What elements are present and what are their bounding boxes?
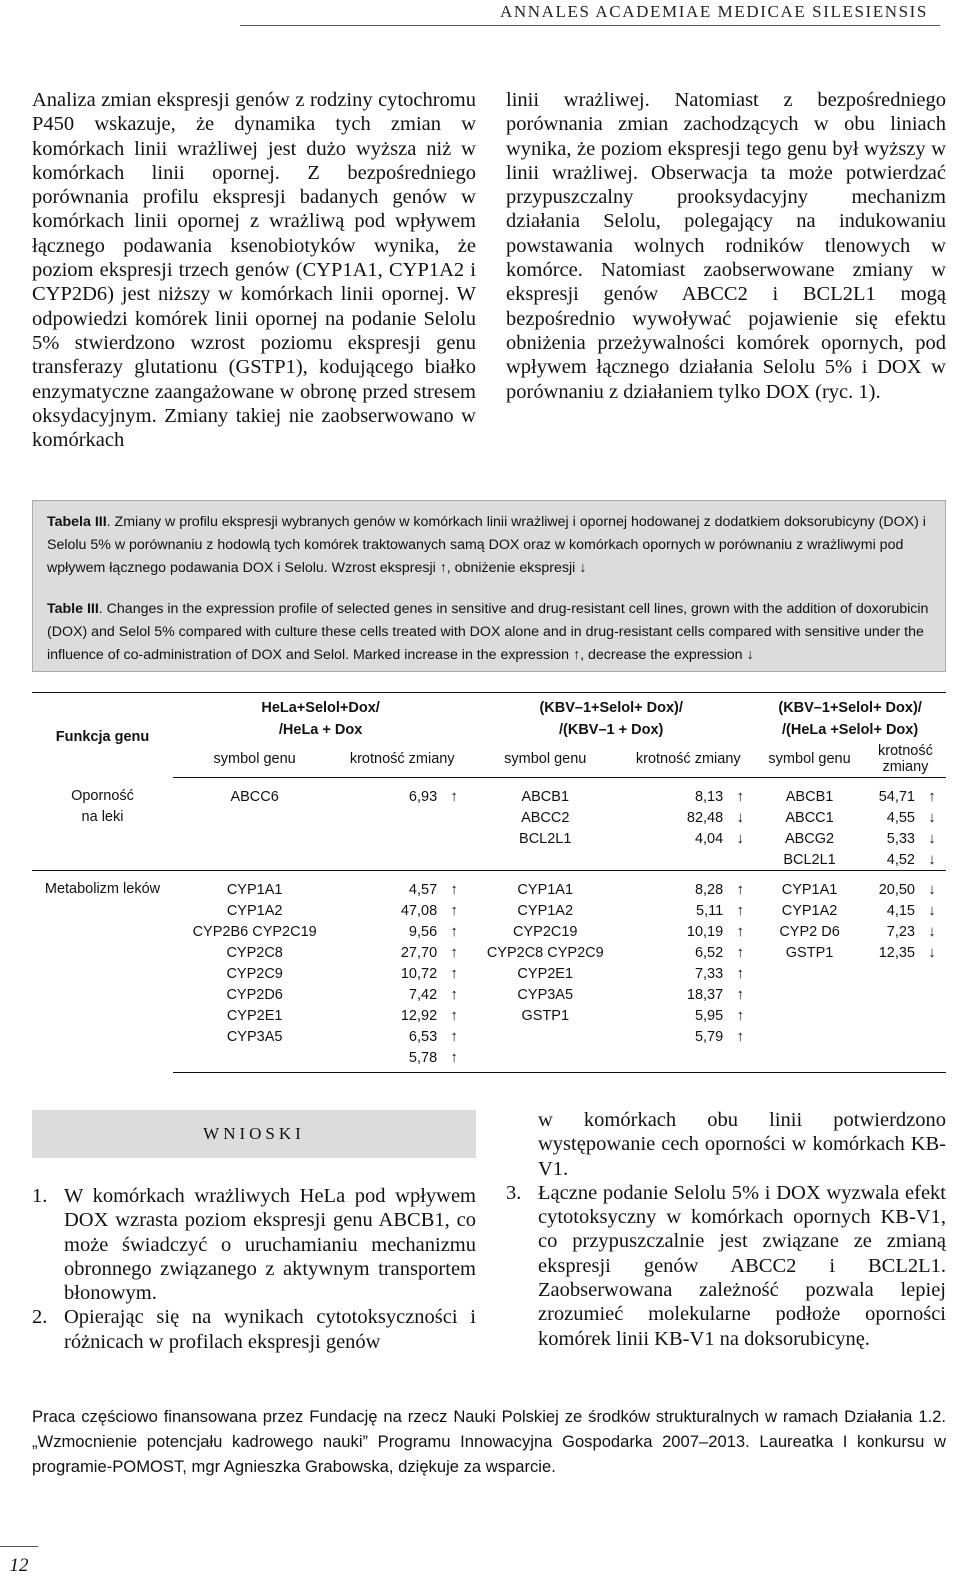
gene-expression-table bbox=[32, 692, 946, 1073]
conclusions-right bbox=[506, 1108, 946, 1351]
gene-symbol bbox=[173, 828, 336, 849]
fold-change: 7,33 bbox=[694, 965, 724, 982]
change-arrow: ↓ bbox=[918, 871, 946, 901]
caption-label: Tabela III bbox=[47, 514, 107, 530]
gene-symbol bbox=[754, 963, 865, 984]
symbol-header: symbol genu bbox=[468, 741, 622, 778]
fold-change bbox=[336, 807, 440, 828]
gene-symbol: BCL2L1 bbox=[519, 830, 572, 847]
fold-header: krotność zmiany bbox=[865, 741, 946, 778]
caption-english bbox=[47, 598, 931, 667]
group-header: (KBV–1+Selol+ Dox)/ /(HeLa +Selol+ Dox) bbox=[754, 693, 946, 742]
conclusion-text: W komórkach wrażliwych HeLa pod wpływem DOX wzrasta poziom ekspresji genu ABCB1, co może świadczyć o uruchamianiu mechanizmu obronnego związanego z aktywnym transportem błonowym. bbox=[64, 1185, 476, 1305]
funding-note: Praca częściowo finansowana przez Fundację na rzecz Nauki Polskiej ze środków strukturalnych w ramach Działania 1.2. „Wzmocnienie potencjału kadrowego nauki” Programu Innowacyjna Gospodarka 2007–2013. Laureatka I konkursu w programie-POMOST, mgr Agnieszka Grabowska, dziękuje za wsparcie. bbox=[32, 1407, 946, 1476]
caption-text: . Changes in the expression profile of selected genes in sensitive and drug-resistant cell lines, grown with the addition of doxorubicin (DOX) and Selol 5% compared with culture these cells treated with DOX alone and in drug-resistant cells compared with sensitive under the influence of co-administration of DOX and Selol. Marked increase in the expression ↑, decrease the expression ↓ bbox=[47, 601, 929, 663]
gene-symbol: CYP2C19 bbox=[513, 923, 578, 940]
fold-change bbox=[336, 849, 440, 871]
body-column-left bbox=[32, 88, 476, 452]
fold-change: 4,15 bbox=[886, 902, 915, 919]
fold-change: 4,55 bbox=[886, 809, 915, 826]
change-arrow bbox=[918, 1026, 946, 1047]
fold-change bbox=[865, 1005, 918, 1026]
group-header: HeLa+Selol+Dox/ /HeLa + Dox bbox=[173, 693, 468, 742]
fold-change: 27,70 bbox=[400, 944, 438, 961]
gene-symbol: CYP2C8 bbox=[226, 944, 283, 961]
change-arrow bbox=[726, 849, 754, 871]
conclusion-continuation: w komórkach obu linii potwierdzono występowanie cech oporności w komórkach KB-V1. bbox=[538, 1109, 946, 1180]
change-arrow: ↓ bbox=[928, 830, 936, 847]
change-arrow: ↑ bbox=[928, 788, 936, 805]
change-arrow: ↑ bbox=[450, 1028, 458, 1045]
fold-change: 47,08 bbox=[400, 902, 438, 919]
gene-symbol bbox=[754, 1047, 865, 1073]
change-arrow: ↑ bbox=[736, 923, 744, 940]
page-number: 12 bbox=[0, 1546, 38, 1586]
change-arrow: ↑ bbox=[450, 902, 458, 919]
gene-symbol bbox=[173, 1047, 336, 1073]
change-arrow bbox=[918, 1047, 946, 1073]
function-header: Funkcja genu bbox=[32, 693, 173, 778]
group-header: (KBV–1+Selol+ Dox)/ /(KBV–1 + Dox) bbox=[468, 693, 754, 742]
fold-change: 5,79 bbox=[694, 1028, 724, 1045]
fold-change bbox=[865, 1047, 918, 1073]
fold-change: 8,28 bbox=[622, 871, 726, 901]
function-cell: Metabolizm leków bbox=[32, 871, 173, 1073]
change-arrow: ↓ bbox=[928, 809, 936, 826]
change-arrow: ↓ bbox=[928, 851, 936, 868]
fold-change bbox=[865, 1026, 918, 1047]
conclusion-item bbox=[32, 1184, 476, 1305]
body-column-right bbox=[506, 88, 946, 404]
gene-symbol: CYP2E1 bbox=[226, 1007, 283, 1024]
gene-symbol: ABCC1 bbox=[785, 809, 834, 826]
change-arrow: ↑ bbox=[736, 1007, 744, 1024]
change-arrow: ↑ bbox=[736, 1028, 744, 1045]
gene-symbol: CYP1A1 bbox=[754, 871, 865, 901]
gene-symbol bbox=[468, 1026, 622, 1047]
conclusion-text: Łączne podanie Selolu 5% i DOX wyzwala efekt cytotoksyczny w komórkach opornych KB-V1, co przypuszczalnie jest związane ze zmianą ekspresji genów ABCC2 i BCL2L1. Zaobserwowana zależność pozwala lepiej zrozumieć molekularne podłoże oporności komórek linii KB-V1 na doksorubicynę. bbox=[538, 1181, 946, 1350]
fold-change: 82,48 bbox=[686, 809, 724, 826]
change-arrow bbox=[918, 984, 946, 1005]
gene-symbol: ABCC2 bbox=[521, 809, 570, 826]
change-arrow: ↑ bbox=[450, 1007, 458, 1024]
conclusion-number: 3. bbox=[506, 1181, 522, 1204]
change-arrow: ↓ bbox=[928, 923, 936, 940]
conclusion-number: 2. bbox=[32, 1306, 48, 1329]
change-arrow: ↑ bbox=[450, 923, 458, 940]
change-arrow: ↑ bbox=[450, 944, 458, 961]
table-row bbox=[32, 778, 946, 808]
function-cell: Oporność na leki bbox=[71, 787, 134, 825]
gene-symbol: CYP2E1 bbox=[517, 965, 574, 982]
change-arrow bbox=[440, 807, 468, 828]
change-arrow: ↑ bbox=[450, 965, 458, 982]
fold-change bbox=[622, 1047, 726, 1073]
change-arrow: ↑ bbox=[736, 944, 744, 961]
fold-change: 5,95 bbox=[694, 1007, 724, 1024]
fold-change: 4,57 bbox=[336, 871, 440, 901]
change-arrow: ↑ bbox=[440, 871, 468, 901]
fold-change: 5,33 bbox=[886, 830, 915, 847]
gene-symbol bbox=[468, 1047, 622, 1073]
fold-change bbox=[622, 849, 726, 871]
gene-symbol: CYP1A2 bbox=[781, 902, 838, 919]
caption-text: . Zmiany w profilu ekspresji wybranych genów w komórkach linii wrażliwej i opornej hodowanej z dodatkiem doksorubicyny (DOX) i Selolu 5% w porównaniu z hodowlą tych komórek traktowanych samą DOX oraz w komórkach opornych w porównaniu z wrażliwymi pod wpływem łącznego podawania DOX i Selolu. Wzrost ekspresji ↑, obniżenie ekspresji ↓ bbox=[47, 514, 926, 576]
change-arrow: ↑ bbox=[736, 965, 744, 982]
caption-polish bbox=[47, 511, 931, 580]
change-arrow: ↑ bbox=[450, 986, 458, 1003]
conclusions-title: WNIOSKI bbox=[32, 1110, 476, 1158]
table-caption bbox=[32, 500, 946, 672]
fold-header: krotność zmiany bbox=[336, 741, 468, 778]
gene-symbol bbox=[468, 849, 622, 871]
gene-symbol: GSTP1 bbox=[785, 944, 834, 961]
change-arrow: ↓ bbox=[736, 809, 744, 826]
gene-symbol bbox=[754, 984, 865, 1005]
fold-change: 10,72 bbox=[400, 965, 438, 982]
journal-header: ANNALES ACADEMIAE MEDICAE SILESIENSIS bbox=[240, 0, 940, 26]
gene-symbol: CYP1A1 bbox=[468, 871, 622, 901]
conclusion-text: Opierając się na wynikach cytotoksyczności i różnicach w profilach ekspresji genów bbox=[64, 1306, 476, 1353]
fold-change: 8,13 bbox=[694, 788, 724, 805]
fold-change: 6,52 bbox=[694, 944, 724, 961]
gene-symbol: GSTP1 bbox=[521, 1007, 570, 1024]
fold-header: krotność zmiany bbox=[622, 741, 754, 778]
fold-change: 6,53 bbox=[408, 1028, 438, 1045]
gene-symbol: ABCB1 bbox=[521, 788, 570, 805]
change-arrow: ↑ bbox=[736, 902, 744, 919]
change-arrow bbox=[918, 963, 946, 984]
change-arrow: ↓ bbox=[736, 830, 744, 847]
gene-symbol: CYP1A2 bbox=[226, 902, 283, 919]
fold-change: 4,04 bbox=[694, 830, 724, 847]
fold-change: 5,78 bbox=[336, 1047, 440, 1073]
gene-symbol: CYP2D6 bbox=[226, 986, 283, 1003]
fold-change: 20,50 bbox=[865, 871, 918, 901]
table-row bbox=[32, 871, 946, 901]
fold-change: 12,92 bbox=[400, 1007, 438, 1024]
gene-symbol: CYP3A5 bbox=[226, 1028, 283, 1045]
caption-label: Table III bbox=[47, 601, 99, 617]
fold-change: 10,19 bbox=[686, 923, 724, 940]
body-paragraph: linii wrażliwej. Natomiast z bezpośredniego porównania zmian zachodzących w obu liniach wynika, że poziom ekspresji tego genu był wyższy w linii wrażliwej. Obserwacja ta może potwierdzać przypuszczalny prooksydacyjny mechanizm działania Selolu, polegający na indukowaniu powstawania wolnych rodników tlenowych w komórce. Natomiast zaobserwowane zmiany w ekspresji genów ABCC2 i BCL2L1 mogą bezpośrednio wywoływać pojawienie się efektu obniżenia przeżywalności komórek opornych, pod wpływem łącznego działania Selolu 5% i DOX w porównaniu z działaniem tylko DOX (ryc. 1). bbox=[506, 89, 946, 403]
gene-symbol: CYP2B6 CYP2C19 bbox=[192, 923, 317, 940]
conclusion-item bbox=[506, 1181, 946, 1351]
symbol-header: symbol genu bbox=[173, 741, 336, 778]
gene-symbol: CYP2C9 bbox=[226, 965, 283, 982]
change-arrow: ↑ bbox=[440, 1047, 468, 1073]
fold-change: 7,42 bbox=[408, 986, 438, 1003]
fold-change: 12,35 bbox=[878, 944, 915, 961]
change-arrow: ↑ bbox=[726, 871, 754, 901]
gene-symbol: ABCC6 bbox=[230, 788, 279, 805]
change-arrow: ↓ bbox=[928, 902, 936, 919]
conclusion-item bbox=[32, 1305, 476, 1354]
fold-change: 4,52 bbox=[886, 851, 915, 868]
change-arrow: ↑ bbox=[736, 788, 744, 805]
fold-change bbox=[865, 984, 918, 1005]
change-arrow: ↓ bbox=[928, 944, 936, 961]
fold-change: 18,37 bbox=[686, 986, 724, 1003]
gene-symbol: CYP2C8 CYP2C9 bbox=[486, 944, 604, 961]
conclusion-number: 1. bbox=[32, 1185, 48, 1207]
fold-change: 9,56 bbox=[408, 923, 438, 940]
conclusions-left bbox=[32, 1184, 476, 1354]
fold-change bbox=[865, 963, 918, 984]
change-arrow bbox=[726, 1047, 754, 1073]
fold-change: 7,23 bbox=[886, 923, 915, 940]
gene-symbol bbox=[754, 1005, 865, 1026]
gene-symbol bbox=[754, 1026, 865, 1047]
change-arrow bbox=[440, 849, 468, 871]
symbol-header: symbol genu bbox=[754, 741, 865, 778]
fold-change: 5,11 bbox=[696, 902, 724, 919]
fold-change: 6,93 bbox=[408, 788, 438, 805]
change-arrow: ↑ bbox=[450, 788, 458, 805]
body-paragraph: Analiza zmian ekspresji genów z rodziny cytochromu P450 wskazuje, że dynamika tych zmian w komórkach linii wrażliwej jest dużo wyższa niż w komórkach linii opornej. Z bezpośredniego porównania profilu ekspresji badanych genów w komórkach linii opornej z wrażliwą pod wpływem łącznego podawania ksenobiotyków wynika, że poziom ekspresji trzech genów (CYP1A1, CYP1A2 i CYP2D6) jest niższy w komórkach linii opornej. W odpowiedzi komórek linii opornej na podanie Selolu 5% stwierdzono wzrost poziomu ekspresji genu transferazy glutationu (GSTP1), kodującego białko enzymatyczne zaangażowane w obronę przed stresem oksydacyjnym. Zmiany takiej nie zaobserwowano w komórkach bbox=[32, 89, 476, 452]
gene-symbol bbox=[173, 849, 336, 871]
gene-symbol: ABCB1 bbox=[785, 788, 834, 805]
fold-change: 54,71 bbox=[878, 788, 915, 805]
change-arrow bbox=[440, 828, 468, 849]
gene-symbol: CYP3A5 bbox=[517, 986, 574, 1003]
gene-symbol: CYP2 D6 bbox=[779, 923, 840, 940]
gene-symbol: BCL2L1 bbox=[783, 851, 836, 868]
gene-symbol: CYP1A1 bbox=[173, 871, 336, 901]
gene-symbol: ABCG2 bbox=[784, 830, 835, 847]
gene-symbol bbox=[173, 807, 336, 828]
change-arrow: ↑ bbox=[736, 986, 744, 1003]
fold-change bbox=[336, 828, 440, 849]
gene-symbol: CYP1A2 bbox=[517, 902, 574, 919]
change-arrow bbox=[918, 1005, 946, 1026]
